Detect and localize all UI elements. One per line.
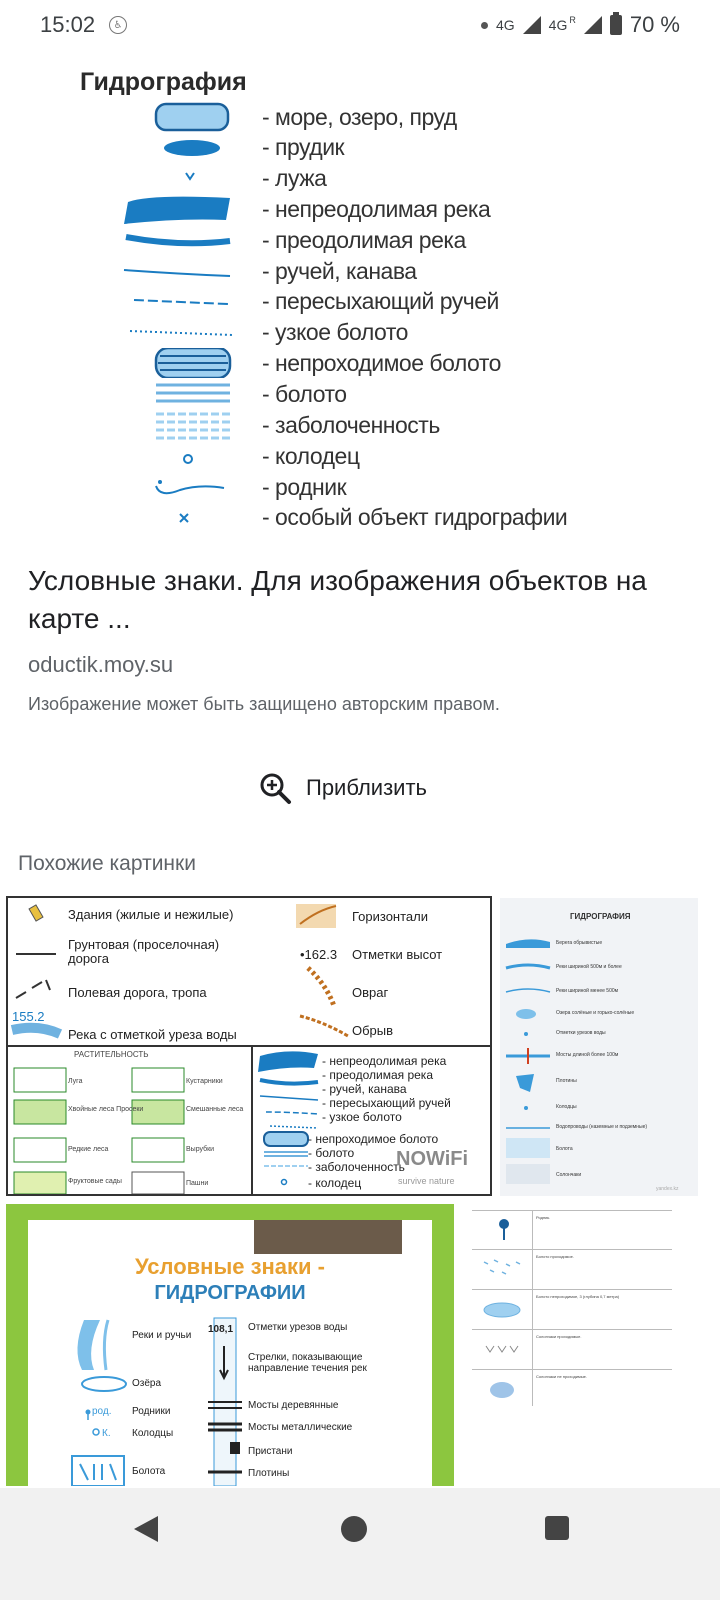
home-icon[interactable] [341, 1516, 367, 1542]
thumb1-label: Обрыв [352, 1023, 394, 1038]
thumb3-label: Озёра [132, 1378, 162, 1389]
signal-icon [523, 16, 541, 34]
legend-row [80, 379, 600, 409]
thumb2-title: ГИДРОГРАФИЯ [570, 912, 631, 921]
navigation-bar [0, 1488, 720, 1600]
zoom-in-icon [258, 771, 292, 805]
legend-row [80, 472, 600, 502]
zoom-button[interactable] [258, 768, 427, 808]
main-image[interactable] [80, 64, 600, 534]
thumb3-label: Отметки урезов воды [248, 1322, 348, 1333]
zoom-label: Приблизить [306, 775, 427, 800]
recents-icon[interactable] [545, 1516, 569, 1540]
thumb1-label: •162.3 [300, 947, 338, 962]
thumb2-label: Реки шириной 500м и более [556, 964, 622, 970]
thumb2-label: Плотины [556, 1078, 577, 1084]
back-icon[interactable] [134, 1516, 158, 1542]
network-type-2: 4G [548, 17, 568, 33]
legend-label: - особый объект гидрографии [262, 504, 568, 530]
thumb2-label: Колодцы [556, 1104, 577, 1110]
status-icons [481, 12, 680, 38]
thumb1-label: - непроходимое болото [308, 1132, 439, 1146]
thumb1-label: Фруктовые сады [68, 1178, 122, 1185]
thumb1-label: Горизонтали [352, 909, 429, 924]
thumb1-label: Грунтовая (проселочная) дорога [68, 937, 220, 966]
thumb2-label: Болота [556, 1146, 573, 1152]
copyright-notice: Изображение может быть защищено авторским правом. [28, 694, 500, 714]
legend-label: - море, озеро, пруд [262, 104, 457, 130]
legend-row [80, 348, 600, 378]
thumb4-graphics [472, 1210, 672, 1406]
well-symbol [120, 441, 232, 471]
thumb1-label: - непреодолимая река [322, 1054, 447, 1068]
similar-image-2[interactable] [500, 898, 698, 1196]
thumb3-label: Болота [132, 1466, 166, 1477]
thumb3-label: Реки и ручьи [132, 1330, 192, 1341]
thumb2-label: Мосты длиной более 100м [556, 1052, 619, 1058]
similar-image-1[interactable] [6, 896, 492, 1196]
swamp-symbol [120, 379, 232, 409]
legend-row [80, 194, 600, 224]
narrow-swamp-symbol [120, 317, 232, 347]
thumb3-label: Колодцы [132, 1428, 174, 1439]
pond-symbol [120, 132, 232, 162]
similar-images-title: Похожие картинки [18, 852, 196, 875]
network-type-1: 4G [495, 17, 515, 33]
thumb2-label: Водопроводы (наземные и подземные) [556, 1124, 648, 1130]
legend-row [80, 410, 600, 440]
thumb1-label: Хвойные леса Просеки [68, 1106, 144, 1113]
thumb1-label: Смешанные леса [186, 1106, 244, 1113]
legend-row [80, 225, 600, 255]
thumb1-label: Кустарники [186, 1078, 223, 1085]
thumb3-title: Условные знаки - [134, 1254, 326, 1279]
thumb1-label: Вырубки [186, 1146, 215, 1153]
legend-row [80, 286, 600, 316]
battery-percent: 70 % [629, 12, 680, 37]
legend-label: - заболоченность [262, 412, 440, 438]
thumb4-label: Солончаки проходимые. [536, 1334, 582, 1339]
thumb4-label: Солончаки не проходимые. [536, 1374, 587, 1379]
legend-row [80, 502, 600, 532]
thumb1-label: Луга [68, 1078, 83, 1085]
thumb1-label: - болото [308, 1146, 355, 1160]
thumb3-label: К. [102, 1428, 111, 1439]
legend-label: - лужа [262, 165, 327, 191]
legend-title: Гидрография [80, 68, 247, 96]
thumb1-label: Пашни [186, 1180, 209, 1187]
status-time: 15:02 [40, 12, 96, 37]
thumb1-label: Полевая дорога, тропа [68, 985, 207, 1000]
thumb2-label: Солончаки [556, 1172, 582, 1178]
passable-river-symbol [120, 225, 232, 255]
sea-lake-symbol [120, 102, 232, 132]
thumb1-label: Отметки высот [352, 947, 443, 962]
thumb1-label: - пересыхающий ручей [322, 1096, 451, 1110]
thumb2-label: Берега обрывистые [556, 940, 603, 946]
legend-row [80, 256, 600, 286]
puddle-symbol [120, 163, 232, 193]
thumb3-label: Стрелки, показывающие направление течения рек [248, 1352, 367, 1374]
accessibility-icon: ♿ [109, 16, 127, 34]
legend-row [80, 441, 600, 471]
legend-label: - ручей, канава [262, 258, 417, 284]
legend-row [80, 102, 600, 132]
thumb4-label: Родник. [536, 1215, 551, 1220]
notification-dot-icon [481, 22, 488, 29]
stream-symbol [120, 256, 232, 286]
drying-stream-symbol [120, 286, 232, 316]
legend-label: - родник [262, 474, 347, 500]
thumb1-label: Река с отметкой уреза воды [68, 1027, 237, 1042]
similar-image-4[interactable] [472, 1210, 672, 1406]
thumb3-card [28, 1220, 432, 1486]
thumb2-label: Реки шириной менее 500м [556, 988, 619, 994]
thumb1-label: - заболоченность [308, 1160, 405, 1174]
watermark: survive nature [398, 1176, 455, 1186]
watermark: yandex.kz [656, 1186, 679, 1192]
thumb3-label: Пристани [248, 1446, 293, 1457]
thumb1-label: РАСТИТЕЛЬНОСТЬ [74, 1050, 149, 1059]
special-object-symbol [120, 502, 232, 532]
thumb1-label: 155.2 [12, 1009, 45, 1024]
thumb4-label: Болото непроходимое, 3 (глубина 0,7 метра) [536, 1294, 620, 1299]
thumb1-label: Овраг [352, 985, 389, 1000]
legend-label: - прудик [262, 134, 345, 160]
thumb2-label: Отметки урезов воды [556, 1030, 606, 1036]
watermark: NOWiFi [396, 1148, 469, 1170]
roaming-indicator: R [569, 15, 576, 25]
impassable-river-symbol [120, 194, 232, 224]
legend-label: - непроходимое болото [262, 350, 501, 376]
legend-row [80, 163, 600, 193]
thumb3-label: род. [92, 1406, 112, 1417]
legend-label: - пересыхающий ручей [262, 288, 499, 314]
thumb3-label: Мосты деревянные [248, 1400, 339, 1411]
wetland-symbol [120, 410, 232, 440]
result-title[interactable]: Условные знаки. Для изображения объектов на карте ... [28, 565, 647, 634]
impassable-swamp-symbol [120, 348, 232, 378]
thumb3-label: Родники [132, 1406, 171, 1417]
thumb1-label: Редкие леса [68, 1146, 109, 1153]
signal-roaming-icon [584, 16, 602, 34]
legend-label: - колодец [262, 443, 360, 469]
thumb3-subtitle: ГИДРОГРАФИИ [154, 1282, 306, 1304]
status-bar [0, 0, 720, 50]
thumb3-label: 108,1 [208, 1324, 234, 1335]
legend-row [80, 317, 600, 347]
legend-label: - преодолимая река [262, 227, 466, 253]
thumb1-label: - колодец [308, 1176, 362, 1190]
thumb3-label: Мосты металлические [248, 1422, 353, 1433]
result-source-link[interactable]: oductik.moy.su [28, 652, 174, 677]
legend-label: - непреодолимая река [262, 196, 491, 222]
battery-icon [610, 15, 622, 35]
thumb2-label: Озера солёные и горько-солёные [556, 1010, 635, 1016]
spring-symbol [120, 472, 232, 502]
thumb1-label: - узкое болото [322, 1110, 402, 1124]
legend-label: - болото [262, 381, 347, 407]
thumb4-label: Болото проходимое. [536, 1254, 574, 1259]
thumb1-label: Здания (жилые и нежилые) [68, 907, 234, 922]
thumb1-label: - преодолимая река [322, 1068, 433, 1082]
similar-image-3[interactable] [6, 1204, 454, 1486]
thumb3-label: Плотины [248, 1468, 290, 1479]
thumb1-label: - ручей, канава [322, 1082, 407, 1096]
legend-row [80, 132, 600, 162]
legend-label: - узкое болото [262, 319, 408, 345]
